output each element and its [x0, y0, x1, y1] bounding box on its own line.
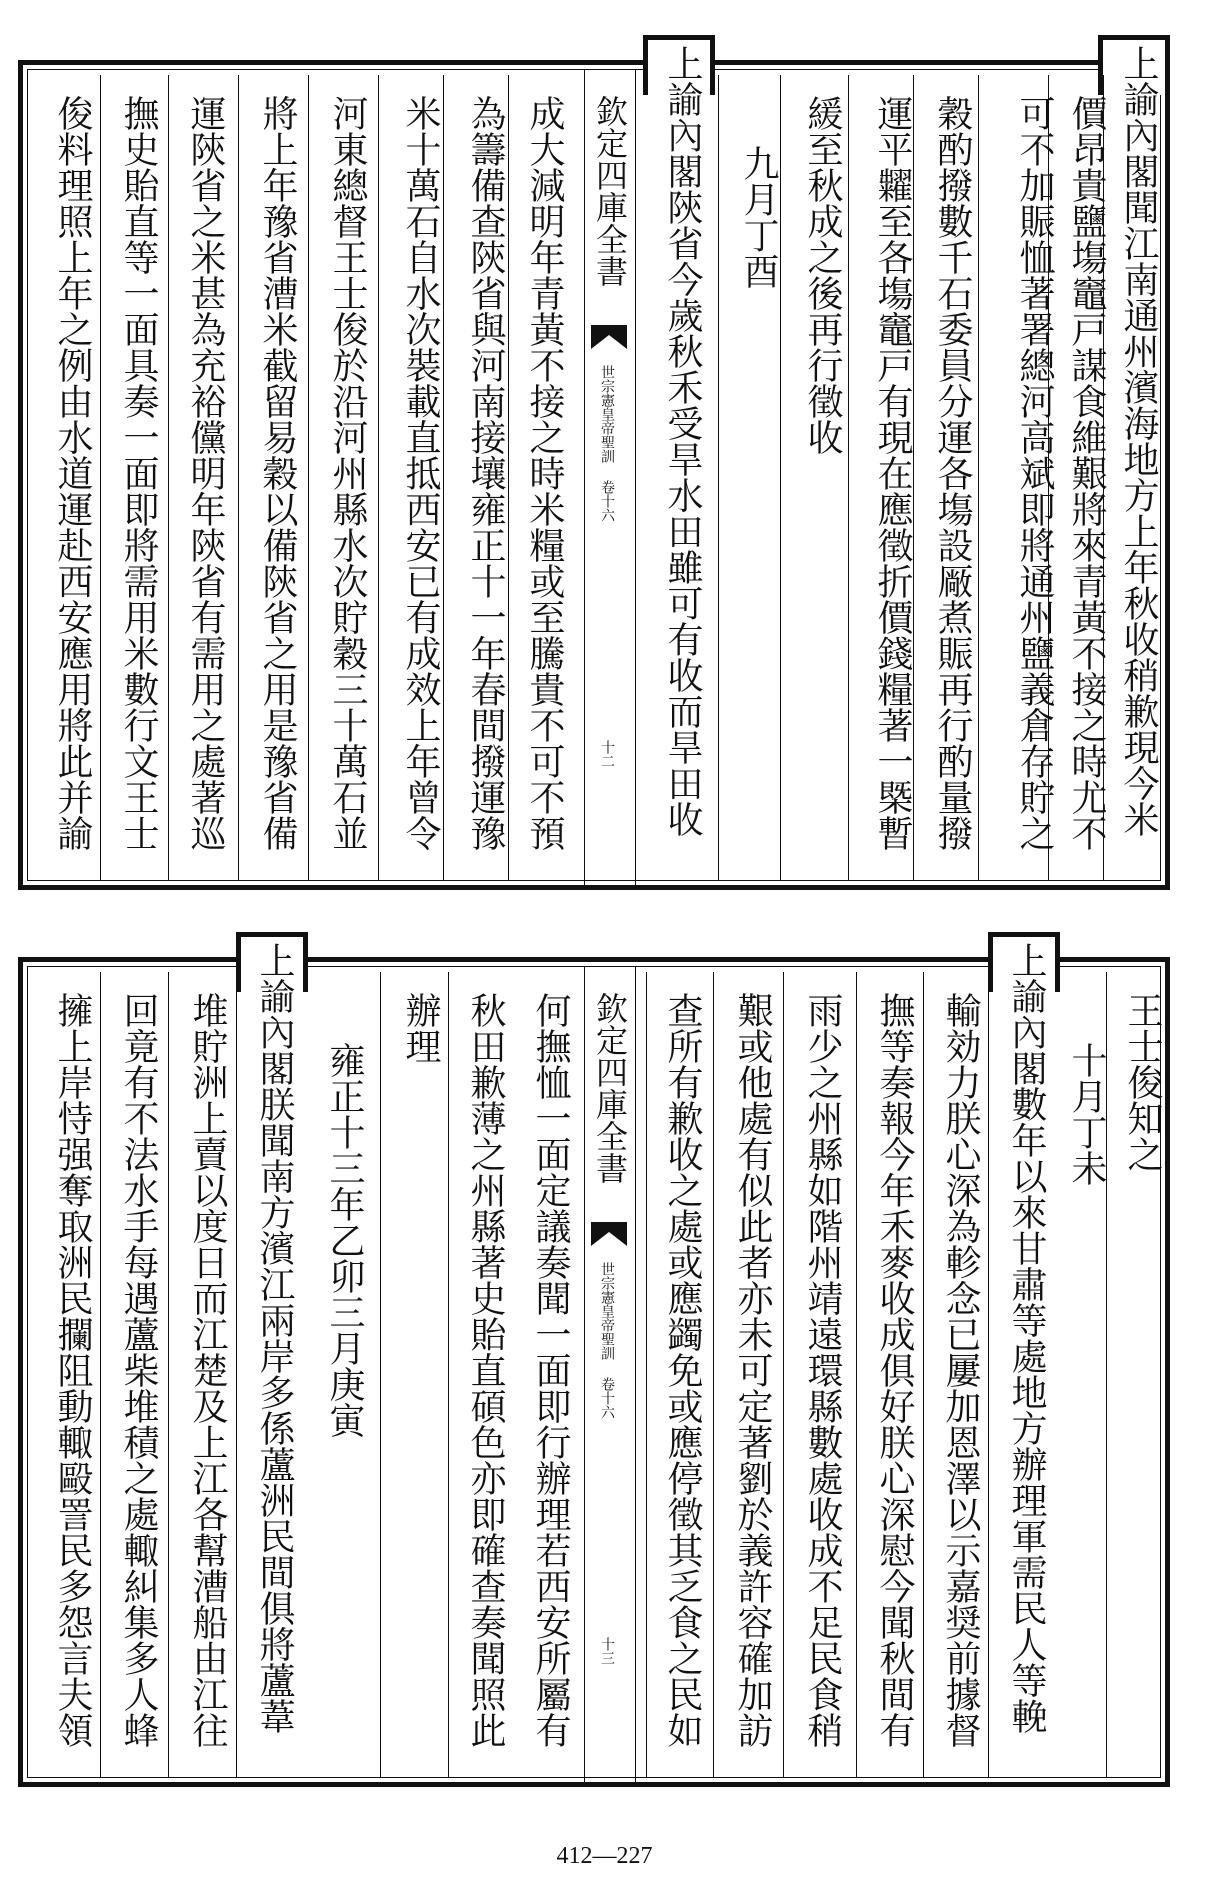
text-column: 辦理 — [400, 992, 441, 1064]
date-heading: 十月丁未 — [1066, 1042, 1107, 1186]
column-rule — [780, 75, 781, 880]
column-rule — [1048, 75, 1049, 880]
column-rule — [168, 972, 169, 1777]
column-rule — [718, 75, 719, 880]
fishtail-mark-icon — [591, 1222, 627, 1246]
text-column: 上諭內閣聞江南通州濱海地方上年秋收稍歉現今米 — [1118, 45, 1159, 837]
text-column: 撫史貽直等一面具奏一面即將需用米數行文王士 — [118, 95, 159, 851]
book-title: 欽定四庫全書 — [591, 95, 629, 287]
column-rule — [380, 972, 381, 1777]
column-rule — [988, 972, 989, 1777]
leaf-number: 十三 — [599, 1637, 615, 1665]
text-column: 雨少之州縣如階州靖遠環縣數處收成不足民食稍 — [802, 992, 843, 1748]
column-rule — [913, 75, 914, 880]
text-column: 將上年豫省漕米截留易穀以備陝省之用是豫省備 — [257, 95, 298, 851]
text-column: 穀酌撥數千石委員分運各塲設厰煮賑再行酌量撥 — [932, 95, 973, 851]
text-column: 何撫恤一面定議奏聞一面即行辦理若西安所屬有 — [530, 992, 571, 1748]
column-rule — [1103, 75, 1104, 880]
leaf-number: 十二 — [599, 740, 615, 768]
date-heading: 雍正十三年乙卯三月庚寅 — [324, 1042, 365, 1438]
column-rule — [378, 75, 379, 880]
text-column: 可不加賑恤著署總河高斌即將通州鹽義倉存貯之 — [1014, 95, 1055, 851]
date-heading: 九月丁酉 — [738, 145, 779, 289]
text-column: 緩至秋成之後再行徵收 — [802, 95, 843, 455]
center-fold-column — [584, 967, 636, 1787]
text-column: 上諭內閣朕聞南方濱江兩岸多係蘆洲民間俱將蘆葦 — [254, 942, 295, 1734]
column-rule — [783, 972, 784, 1777]
text-column: 米十萬石自水次裝載直抵西安已有成效上年曾令 — [400, 95, 441, 851]
text-column: 查所有歉收之處或應蠲免或應停徵其乏食之民如 — [662, 992, 703, 1748]
top-page-panel — [18, 35, 1170, 890]
text-column: 河東總督王士俊於沿河州縣水次貯穀三十萬石並 — [327, 95, 368, 851]
column-rule — [238, 75, 239, 880]
center-fold-column — [584, 70, 636, 890]
column-rule — [646, 972, 647, 1777]
column-rule — [508, 75, 509, 880]
text-column: 輸効力朕心深為軫念已屢加恩澤以示嘉奨前據督 — [940, 992, 981, 1748]
text-column: 堆貯洲上賣以度日而江楚及上江各幫漕船由江往 — [187, 992, 228, 1748]
text-column: 上諭內閣陝省今歲秋禾受旱水田雖可有收而旱田收 — [662, 45, 703, 837]
column-rule — [236, 972, 237, 1777]
column-rule — [308, 75, 309, 880]
column-rule — [978, 75, 979, 880]
text-column: 運陝省之米甚為充裕儻明年陝省有需用之處著巡 — [185, 95, 226, 851]
fishtail-mark-icon — [591, 325, 627, 349]
text-column: 上諭內閣數年以來甘肅等處地方辦理軍需民人等輓 — [1006, 942, 1047, 1734]
column-rule — [856, 972, 857, 1777]
text-column: 回竟有不法水手每遇蘆柴堆積之處輙糾集多人蜂 — [118, 992, 159, 1748]
text-column: 艱或他處有似此者亦未可定著劉於義許容確加訪 — [732, 992, 773, 1748]
bottom-page-panel — [18, 932, 1170, 1787]
text-column: 擁上岸恃强奪取洲民攔阻動輙毆詈民多怨言夫領 — [52, 992, 93, 1748]
volume-label: 卷十六 — [599, 480, 615, 522]
text-column: 撫等奏報今年禾麥收成俱好朕心深慰今聞秋間有 — [874, 992, 915, 1748]
column-rule — [100, 972, 101, 1777]
section-name: 世宗憲皇帝聖訓 — [599, 365, 615, 463]
text-column: 為籌備查陝省與河南接壤雍正十一年春間撥運豫 — [465, 95, 506, 851]
column-rule — [1106, 972, 1107, 1777]
text-column: 運平糶至各塲竈戸有現在應徵折價錢糧著一槩暫 — [872, 95, 913, 851]
text-column: 俊料理照上年之例由水道運赴西安應用將此并諭 — [52, 95, 93, 851]
page-number: 412—227 — [556, 1843, 653, 1869]
column-rule — [848, 75, 849, 880]
text-column: 成大減明年青黃不接之時米糧或至騰貴不可不預 — [524, 95, 565, 851]
section-name: 世宗憲皇帝聖訓 — [599, 1262, 615, 1360]
column-rule — [713, 972, 714, 1777]
column-rule — [168, 75, 169, 880]
text-column: 王士俊知之 — [1122, 992, 1163, 1172]
volume-label: 卷十六 — [599, 1377, 615, 1419]
column-rule — [923, 972, 924, 1777]
column-rule — [100, 75, 101, 880]
text-column: 價昂貴鹽塲竈戸謀食維艱將來青黃不接之時尤不 — [1066, 95, 1107, 851]
book-title: 欽定四庫全書 — [591, 992, 629, 1184]
column-rule — [448, 972, 449, 1777]
column-rule — [443, 75, 444, 880]
text-column: 秋田歉薄之州縣著史貽直碩色亦即確查奏聞照此 — [465, 992, 506, 1748]
